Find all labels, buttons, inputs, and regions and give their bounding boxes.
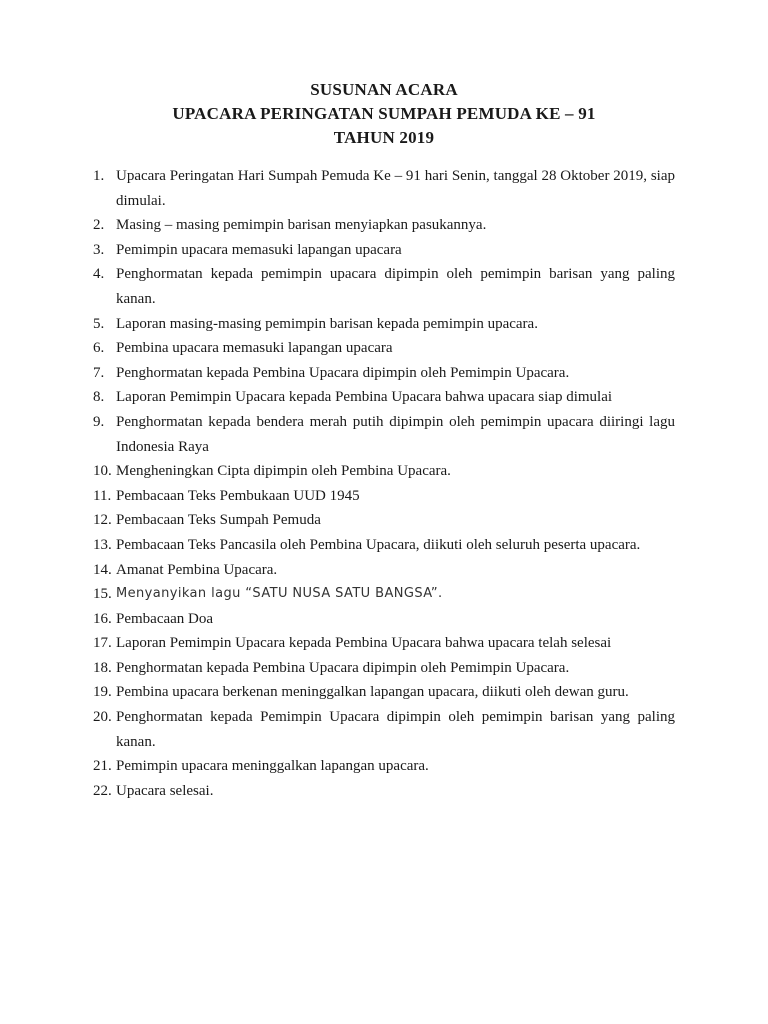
item-text: Penghormatan kepada bendera merah putih dipimpin oleh pemimpin upacara diiringi lagu Indonesia Raya	[116, 413, 675, 455]
item-text: Penghormatan kepada Pembina Upacara dipimpin oleh Pemimpin Upacara.	[116, 659, 570, 676]
agenda-item-6	[93, 336, 675, 361]
item-number: 22.	[93, 782, 112, 799]
document-title	[0, 78, 768, 150]
agenda-item-20	[93, 705, 675, 754]
item-number: 13.	[93, 536, 112, 553]
item-text: Pembacaan Teks Sumpah Pemuda	[116, 512, 321, 529]
item-number: 15.	[93, 586, 112, 603]
item-number: 12.	[93, 512, 112, 529]
title-line-3: TAHUN 2019	[333, 128, 435, 147]
agenda-item-5	[93, 312, 675, 337]
item-number: 2.	[93, 217, 105, 234]
item-number: 6.	[93, 340, 105, 357]
title-line-2: UPACARA PERINGATAN SUMPAH PEMUDA KE – 91	[172, 104, 596, 123]
agenda-item-12	[93, 508, 675, 533]
agenda-item-8	[93, 385, 675, 410]
agenda-item-11	[93, 484, 675, 509]
item-text: Penghormatan kepada Pemimpin Upacara dipimpin oleh pemimpin barisan yang paling kanan.	[116, 709, 675, 750]
item-text: Pembacaan Doa	[116, 610, 214, 627]
agenda-item-16	[93, 607, 675, 632]
item-text: Menyanyikan lagu “SATU NUSA SATU BANGSA”.	[116, 586, 443, 602]
agenda-item-1	[93, 164, 675, 213]
item-text: Amanat Pembina Upacara.	[116, 561, 278, 578]
agenda-item-15	[93, 582, 675, 607]
item-text: Pemimpin upacara memasuki lapangan upacara	[116, 241, 402, 258]
item-text: Laporan Pemimpin Upacara kepada Pembina Upacara bahwa upacara siap dimulai	[116, 389, 613, 406]
agenda-item-4	[93, 262, 675, 311]
item-number: 10.	[93, 463, 112, 480]
agenda-item-13	[93, 533, 675, 558]
agenda-item-22	[93, 779, 675, 804]
item-text: Laporan Pemimpin Upacara kepada Pembina Upacara bahwa upacara telah selesai	[116, 635, 612, 652]
agenda-item-21	[93, 754, 675, 779]
agenda-item-2	[93, 213, 675, 238]
item-number: 19.	[93, 684, 112, 701]
agenda-item-7	[93, 361, 675, 386]
item-number: 4.	[93, 266, 105, 283]
agenda-item-14	[93, 558, 675, 583]
item-number: 9.	[93, 413, 105, 430]
item-number: 5.	[93, 315, 105, 332]
item-text: Penghormatan kepada Pembina Upacara dipimpin oleh Pemimpin Upacara.	[116, 364, 570, 381]
item-number: 3.	[93, 241, 105, 258]
item-number: 11.	[93, 487, 112, 504]
item-text: Pembacaan Teks Pembukaan UUD 1945	[116, 487, 360, 504]
item-number: 21.	[93, 758, 112, 775]
item-text: Pembina upacara berkenan meninggalkan lapangan upacara, diikuti oleh dewan guru.	[116, 684, 629, 701]
item-number: 18.	[93, 659, 112, 676]
agenda-item-9	[93, 410, 675, 459]
item-number: 14.	[93, 561, 112, 578]
item-text: Laporan masing-masing pemimpin barisan kepada pemimpin upacara.	[116, 315, 538, 332]
item-number: 17.	[93, 635, 112, 652]
agenda-item-3	[93, 238, 675, 263]
agenda-list	[93, 164, 675, 803]
item-number: 8.	[93, 389, 105, 406]
item-text: Pembacaan Teks Pancasila oleh Pembina Upacara, diikuti oleh seluruh peserta upacara.	[116, 536, 641, 553]
item-text: Penghormatan kepada pemimpin upacara dipimpin oleh pemimpin barisan yang paling kanan.	[116, 266, 675, 307]
item-number: 7.	[93, 364, 105, 381]
item-text: Pembina upacara memasuki lapangan upacara	[116, 340, 393, 357]
item-text: Upacara selesai.	[116, 782, 214, 799]
item-text: Pemimpin upacara meninggalkan lapangan upacara.	[116, 758, 429, 775]
item-number: 16.	[93, 610, 112, 627]
agenda-item-18	[93, 656, 675, 681]
agenda-item-10	[93, 459, 675, 484]
item-number: 1.	[93, 168, 105, 184]
title-line-1: SUSUNAN ACARA	[310, 80, 458, 99]
agenda-item-19	[93, 680, 675, 705]
item-text: Upacara Peringatan Hari Sumpah Pemuda Ke – 91 hari Senin, tanggal 28 Oktober 2019, siap dimulai.	[116, 168, 675, 209]
item-number: 20.	[93, 709, 112, 726]
item-text: Masing – masing pemimpin barisan menyiapkan pasukannya.	[116, 217, 487, 234]
agenda-item-17	[93, 631, 675, 656]
item-text: Mengheningkan Cipta dipimpin oleh Pembina Upacara.	[116, 463, 451, 480]
